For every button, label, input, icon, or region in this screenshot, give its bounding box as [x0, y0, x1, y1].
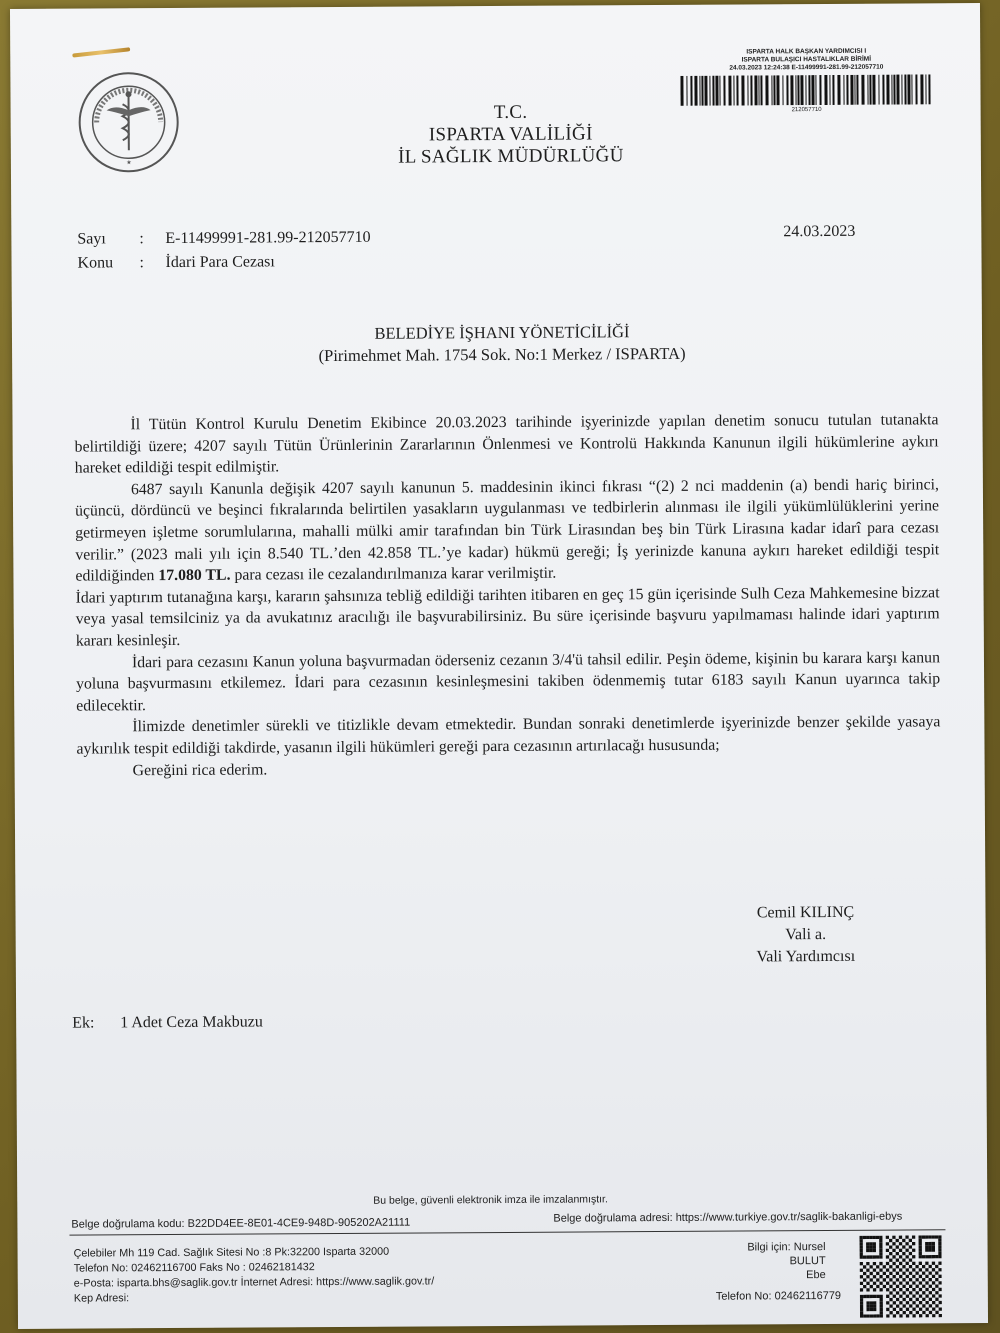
- svg-text:★: ★: [126, 159, 132, 167]
- info-contact: [714, 1240, 826, 1283]
- verification-code: Belge doğrulama kodu: B22DD4EE-8E01-4CE9-948D-905202A21111: [71, 1216, 411, 1231]
- contact-kep: Kep Adresi:: [73, 1292, 130, 1305]
- qr-code-icon: [859, 1235, 941, 1317]
- registry-stamp: [670, 47, 942, 115]
- ministry-of-health-seal-icon: [76, 70, 181, 175]
- attachment-label: Ek:: [72, 1014, 95, 1032]
- document-page: [10, 3, 988, 1329]
- paragraph-2-part-a: 6487 sayılı Kanunla değişik 4207 sayılı kanunun 5. maddesinin ikinci fıkrası “(2) 2 nci maddenin (a) bendi hariç birinci, üçüncü, dördüncü ve beşinci fıkralarında belirtilen yasakların uygulanması ve tedbirlerin alınması ile ilgili yükümlülüklerini yerine getirmeyen işletme sorumlularına, mahalli mülki amir tarafından bin Türk Lirasından beş bin Türk Lirasına kadar idarî para cezası verilir.” (2023 mali yılı için 8.540 TL.’den 42.858 TL.’ye kadar) hükmü gereği; İş yerinizde kanuna aykırı hareket edildiği tespit edildiğinden: [74, 476, 940, 585]
- info-role: Ebe: [806, 1269, 826, 1282]
- letter-body: [74, 409, 940, 781]
- recipient-block: [182, 320, 822, 368]
- fine-amount: 17.080 TL.: [158, 566, 231, 585]
- konu-label: Konu: [77, 254, 114, 272]
- issuer-header: [311, 101, 711, 169]
- konu-separator: :: [139, 254, 145, 272]
- sayi-label: Sayı: [77, 230, 106, 248]
- sayi-value: E-11499991-281.99-212057710: [165, 228, 371, 248]
- attachment-value: 1 Adet Ceza Makbuzu: [120, 1013, 263, 1032]
- staple: [72, 47, 130, 57]
- contact-phone-fax: Telefon No: 02462116700 Faks No : 02462181432: [73, 1261, 315, 1275]
- stamp-line-1: ISPARTA HALK BAŞKAN YARDIMCISI I: [746, 47, 867, 56]
- header-line-3: İL SAĞLIK MÜDÜRLÜĞÜ: [398, 145, 624, 168]
- barcode-icon: [680, 74, 932, 106]
- recipient-address: (Pirimehmet Mah. 1754 Sok. No:1 Merkez / ISPARTA): [318, 343, 686, 366]
- esign-notice: Bu belge, güvenli elektronik imza ile imzalanmıştır.: [373, 1193, 608, 1207]
- footer-divider: [69, 1229, 945, 1235]
- paragraph-5: İlimizde denetimler sürekli ve titizlikle devam etmektedir. Bundan sonraki denetimlerde işyerinizde benzer şekilde yasaya aykırılık tespit edildiği takdirde, yasanın ilgili hükümleri gereği para cezasının artırılacağı hususunda;: [76, 713, 941, 758]
- stamp-line-3: 24.03.2023 12:24:38 E-11499991-281.99-212057710: [729, 63, 884, 72]
- header-line-2: ISPARTA VALİLİĞİ: [428, 123, 593, 146]
- signatory-title-2: Vali Yardımcısı: [756, 947, 856, 966]
- contact-block: [74, 1244, 435, 1306]
- verification-address: Belge doğrulama adresi: https://www.turkiye.gov.tr/saglik-bakanligi-ebys: [553, 1210, 903, 1225]
- signatory-title-1: Vali a.: [785, 926, 827, 944]
- konu-row: [77, 253, 274, 272]
- stamp-line-2: ISPARTA BULAŞICI HASTALIKLAR BİRİMİ: [741, 55, 872, 64]
- contact-address: Çelebiler Mh 119 Cad. Sağlık Sitesi No :8 Pk:32200 Isparta 32000: [73, 1245, 390, 1260]
- barcode-number: 212057710: [791, 107, 822, 114]
- paragraph-3: İdari yaptırım tutanağına karşı, kararın şahsınıza tebliğ edildiği tarihten itibaren en geç 15 gün içerisinde Sulh Ceza Mahkemesine bizzat veya yasal temsilciniz ya da avukatınız aracılığı ile başvurabilirsiniz. Bu süre içerisinde başvuru yapılmaması halinde idari yaptırım kararı kesinleşir.: [75, 584, 940, 650]
- paragraph-2: [75, 474, 940, 587]
- konu-value: İdari Para Cezası: [165, 253, 275, 272]
- paragraph-1: İl Tütün Kontrol Kurulu Denetim Ekibince 20.03.2023 tarihinde işyerinizde yapılan denetim sonucu tutulan tutanakta belirtildiği üzere; 4207 sayılı Tütün Ürünlerinin Zararlarının Önlenmesi ve Kontrolü Hakkında Kanunun ilgili hükümlerine aykırı hareket edildiği tespit edilmiştir.: [74, 411, 939, 477]
- signature-block: [705, 902, 905, 969]
- info-person: Bilgi için: Nursel BULUT: [747, 1241, 826, 1268]
- signatory-name: Cemil KILINÇ: [756, 903, 855, 922]
- info-phone: Telefon No: 02462116779: [715, 1289, 842, 1303]
- sayi-separator: :: [139, 230, 144, 248]
- paragraph-4: İdari para cezasını Kanun yoluna başvurmadan öderseniz cezanın 3/4'ü tahsil edilir. Peşin ödeme, kişinin bu karara karşı kanun yoluna başvurmasını etkilemez. İdari para cezasının kesinleşmesini takiben ödenmemiş tutar 6183 sayılı Kanun uyarınca takip edilecektir.: [76, 648, 941, 715]
- paragraph-6: Gereğini rica ederim.: [132, 760, 268, 779]
- attachment-row: [72, 1013, 263, 1032]
- header-line-1: T.C.: [493, 101, 528, 124]
- sayi-row: [77, 229, 370, 249]
- document-date: 24.03.2023: [783, 222, 856, 241]
- paragraph-2-part-b: para cezası ile cezalandırılmanıza karar verilmiştir.: [230, 564, 557, 584]
- contact-email-web: e-Posta: isparta.bhs@saglik.gov.tr İnternet Adresi: https://www.saglik.gov.tr/: [73, 1275, 435, 1290]
- recipient-name: BELEDİYE İŞHANI YÖNETİCİLİĞİ: [374, 322, 630, 343]
